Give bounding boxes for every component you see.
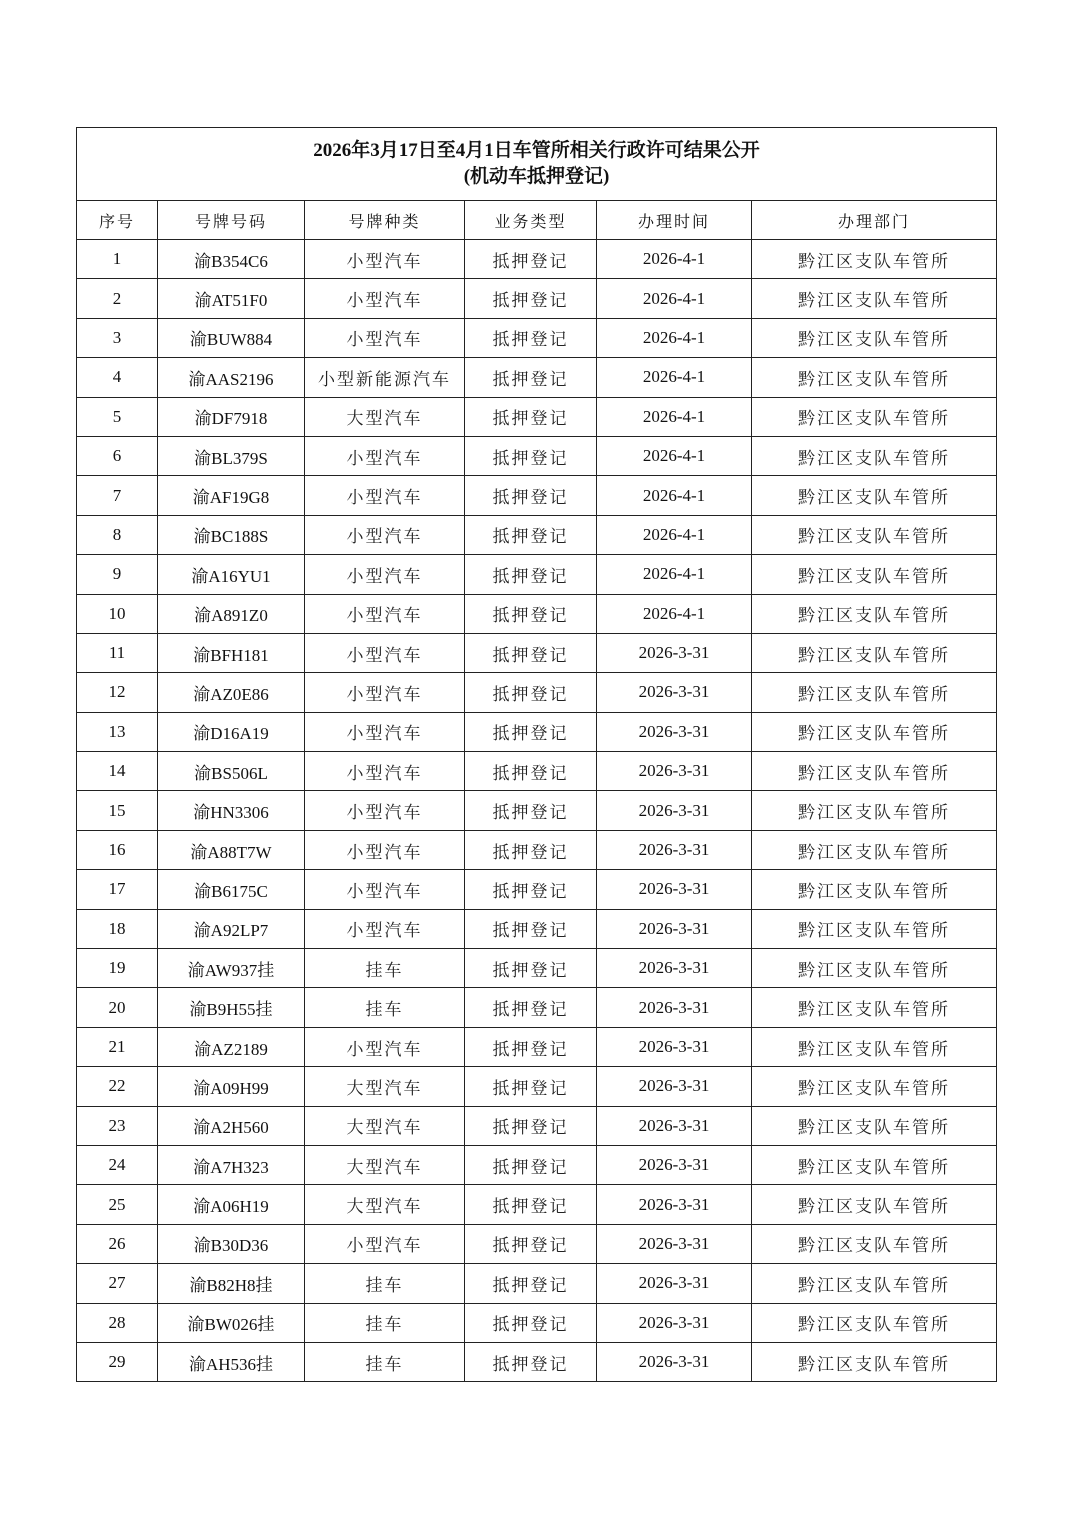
cell-date: 2026-3-31 bbox=[597, 1264, 752, 1303]
table-row bbox=[77, 909, 997, 948]
cell-date: 2026-3-31 bbox=[597, 633, 752, 672]
cell-index: 26 bbox=[77, 1224, 158, 1263]
table-row bbox=[77, 240, 997, 279]
cell-date: 2026-3-31 bbox=[597, 1027, 752, 1066]
cell-business-type: 抵押登记 bbox=[465, 397, 597, 436]
cell-date: 2026-3-31 bbox=[597, 1145, 752, 1184]
cell-plate-type: 小型汽车 bbox=[305, 476, 465, 515]
cell-plate-type: 小型汽车 bbox=[305, 633, 465, 672]
cell-plate-number: 渝AF19G8 bbox=[158, 476, 305, 515]
cell-business-type: 抵押登记 bbox=[465, 436, 597, 475]
cell-plate-number: 渝B82H8挂 bbox=[158, 1264, 305, 1303]
table-row bbox=[77, 1067, 997, 1106]
cell-department: 黔江区支队车管所 bbox=[752, 1342, 997, 1381]
cell-plate-number: 渝A891Z0 bbox=[158, 594, 305, 633]
cell-index: 23 bbox=[77, 1106, 158, 1145]
table-row bbox=[77, 949, 997, 988]
cell-plate-number: 渝A09H99 bbox=[158, 1067, 305, 1106]
registration-table bbox=[76, 127, 997, 1382]
cell-plate-number: 渝A06H19 bbox=[158, 1185, 305, 1224]
cell-index: 24 bbox=[77, 1145, 158, 1184]
cell-date: 2026-3-31 bbox=[597, 988, 752, 1027]
cell-department: 黔江区支队车管所 bbox=[752, 240, 997, 279]
cell-date: 2026-4-1 bbox=[597, 279, 752, 318]
table-row bbox=[77, 1264, 997, 1303]
cell-index: 5 bbox=[77, 397, 158, 436]
cell-index: 27 bbox=[77, 1264, 158, 1303]
cell-plate-type: 小型汽车 bbox=[305, 436, 465, 475]
cell-plate-type: 小型汽车 bbox=[305, 594, 465, 633]
cell-date: 2026-4-1 bbox=[597, 318, 752, 357]
cell-plate-number: 渝BL379S bbox=[158, 436, 305, 475]
cell-department: 黔江区支队车管所 bbox=[752, 1067, 997, 1106]
cell-plate-type: 大型汽车 bbox=[305, 1145, 465, 1184]
table-row bbox=[77, 633, 997, 672]
cell-department: 黔江区支队车管所 bbox=[752, 1185, 997, 1224]
cell-plate-type: 大型汽车 bbox=[305, 1106, 465, 1145]
cell-index: 28 bbox=[77, 1303, 158, 1342]
cell-index: 15 bbox=[77, 791, 158, 830]
cell-plate-type: 小型汽车 bbox=[305, 830, 465, 869]
cell-business-type: 抵押登记 bbox=[465, 1303, 597, 1342]
cell-plate-type: 小型汽车 bbox=[305, 515, 465, 554]
cell-plate-number: 渝B30D36 bbox=[158, 1224, 305, 1263]
cell-plate-type: 小型汽车 bbox=[305, 279, 465, 318]
cell-date: 2026-4-1 bbox=[597, 358, 752, 397]
cell-department: 黔江区支队车管所 bbox=[752, 476, 997, 515]
cell-date: 2026-3-31 bbox=[597, 1303, 752, 1342]
cell-business-type: 抵押登记 bbox=[465, 318, 597, 357]
cell-plate-number: 渝HN3306 bbox=[158, 791, 305, 830]
cell-department: 黔江区支队车管所 bbox=[752, 830, 997, 869]
cell-date: 2026-3-31 bbox=[597, 1342, 752, 1381]
cell-plate-number: 渝BW026挂 bbox=[158, 1303, 305, 1342]
table-row bbox=[77, 752, 997, 791]
cell-plate-number: 渝A7H323 bbox=[158, 1145, 305, 1184]
cell-plate-type: 小型汽车 bbox=[305, 318, 465, 357]
cell-index: 7 bbox=[77, 476, 158, 515]
cell-business-type: 抵押登记 bbox=[465, 752, 597, 791]
cell-plate-type: 小型汽车 bbox=[305, 673, 465, 712]
cell-department: 黔江区支队车管所 bbox=[752, 633, 997, 672]
cell-business-type: 抵押登记 bbox=[465, 1145, 597, 1184]
cell-plate-type: 挂车 bbox=[305, 1342, 465, 1381]
cell-business-type: 抵押登记 bbox=[465, 673, 597, 712]
cell-date: 2026-4-1 bbox=[597, 436, 752, 475]
cell-index: 16 bbox=[77, 830, 158, 869]
cell-plate-number: 渝A2H560 bbox=[158, 1106, 305, 1145]
cell-index: 22 bbox=[77, 1067, 158, 1106]
cell-business-type: 抵押登记 bbox=[465, 791, 597, 830]
cell-index: 18 bbox=[77, 909, 158, 948]
cell-plate-type: 小型汽车 bbox=[305, 712, 465, 751]
cell-date: 2026-3-31 bbox=[597, 1106, 752, 1145]
cell-business-type: 抵押登记 bbox=[465, 515, 597, 554]
cell-department: 黔江区支队车管所 bbox=[752, 1106, 997, 1145]
cell-plate-number: 渝AZ2189 bbox=[158, 1027, 305, 1066]
cell-date: 2026-4-1 bbox=[597, 397, 752, 436]
cell-date: 2026-3-31 bbox=[597, 791, 752, 830]
title-line-2: (机动车抵押登记) bbox=[463, 166, 610, 187]
cell-department: 黔江区支队车管所 bbox=[752, 1027, 997, 1066]
table-row bbox=[77, 1027, 997, 1066]
cell-business-type: 抵押登记 bbox=[465, 476, 597, 515]
cell-department: 黔江区支队车管所 bbox=[752, 949, 997, 988]
cell-department: 黔江区支队车管所 bbox=[752, 909, 997, 948]
cell-plate-number: 渝B354C6 bbox=[158, 240, 305, 279]
cell-index: 10 bbox=[77, 594, 158, 633]
cell-department: 黔江区支队车管所 bbox=[752, 752, 997, 791]
cell-plate-number: 渝A88T7W bbox=[158, 830, 305, 869]
cell-index: 19 bbox=[77, 949, 158, 988]
table-row bbox=[77, 476, 997, 515]
cell-plate-type: 挂车 bbox=[305, 1264, 465, 1303]
table-row bbox=[77, 515, 997, 554]
table-row bbox=[77, 1342, 997, 1381]
cell-index: 11 bbox=[77, 633, 158, 672]
cell-department: 黔江区支队车管所 bbox=[752, 870, 997, 909]
cell-index: 6 bbox=[77, 436, 158, 475]
cell-date: 2026-4-1 bbox=[597, 594, 752, 633]
cell-date: 2026-3-31 bbox=[597, 949, 752, 988]
cell-date: 2026-3-31 bbox=[597, 909, 752, 948]
cell-date: 2026-3-31 bbox=[597, 1067, 752, 1106]
cell-plate-number: 渝AT51F0 bbox=[158, 279, 305, 318]
cell-date: 2026-3-31 bbox=[597, 673, 752, 712]
cell-date: 2026-3-31 bbox=[597, 1185, 752, 1224]
table-row bbox=[77, 791, 997, 830]
cell-plate-number: 渝BS506L bbox=[158, 752, 305, 791]
cell-index: 4 bbox=[77, 358, 158, 397]
cell-business-type: 抵押登记 bbox=[465, 1067, 597, 1106]
cell-business-type: 抵押登记 bbox=[465, 555, 597, 594]
cell-business-type: 抵押登记 bbox=[465, 1027, 597, 1066]
cell-department: 黔江区支队车管所 bbox=[752, 515, 997, 554]
cell-department: 黔江区支队车管所 bbox=[752, 279, 997, 318]
cell-index: 9 bbox=[77, 555, 158, 594]
table-row bbox=[77, 397, 997, 436]
table-row bbox=[77, 1185, 997, 1224]
cell-department: 黔江区支队车管所 bbox=[752, 358, 997, 397]
table-row bbox=[77, 1145, 997, 1184]
cell-plate-type: 小型汽车 bbox=[305, 870, 465, 909]
cell-plate-type: 小型汽车 bbox=[305, 752, 465, 791]
column-header-plate-type: 号牌种类 bbox=[305, 201, 465, 240]
cell-department: 黔江区支队车管所 bbox=[752, 318, 997, 357]
cell-department: 黔江区支队车管所 bbox=[752, 673, 997, 712]
cell-plate-type: 小型汽车 bbox=[305, 1027, 465, 1066]
cell-business-type: 抵押登记 bbox=[465, 1185, 597, 1224]
table-body bbox=[77, 240, 997, 1382]
cell-plate-number: 渝AH536挂 bbox=[158, 1342, 305, 1381]
cell-plate-number: 渝A16YU1 bbox=[158, 555, 305, 594]
cell-plate-number: 渝AW937挂 bbox=[158, 949, 305, 988]
table-title bbox=[77, 128, 997, 201]
cell-business-type: 抵押登记 bbox=[465, 1342, 597, 1381]
cell-department: 黔江区支队车管所 bbox=[752, 712, 997, 751]
table-row bbox=[77, 988, 997, 1027]
cell-plate-number: 渝B6175C bbox=[158, 870, 305, 909]
cell-plate-type: 小型汽车 bbox=[305, 555, 465, 594]
cell-date: 2026-4-1 bbox=[597, 555, 752, 594]
cell-date: 2026-3-31 bbox=[597, 712, 752, 751]
cell-date: 2026-3-31 bbox=[597, 752, 752, 791]
table-row bbox=[77, 1303, 997, 1342]
column-header-business-type: 业务类型 bbox=[465, 201, 597, 240]
table-row bbox=[77, 436, 997, 475]
cell-business-type: 抵押登记 bbox=[465, 988, 597, 1027]
cell-department: 黔江区支队车管所 bbox=[752, 436, 997, 475]
table-row bbox=[77, 870, 997, 909]
cell-business-type: 抵押登记 bbox=[465, 1224, 597, 1263]
cell-index: 25 bbox=[77, 1185, 158, 1224]
table-row bbox=[77, 830, 997, 869]
cell-business-type: 抵押登记 bbox=[465, 909, 597, 948]
cell-department: 黔江区支队车管所 bbox=[752, 791, 997, 830]
cell-business-type: 抵押登记 bbox=[465, 949, 597, 988]
cell-index: 21 bbox=[77, 1027, 158, 1066]
cell-department: 黔江区支队车管所 bbox=[752, 594, 997, 633]
cell-department: 黔江区支队车管所 bbox=[752, 1303, 997, 1342]
cell-business-type: 抵押登记 bbox=[465, 830, 597, 869]
cell-index: 14 bbox=[77, 752, 158, 791]
cell-index: 1 bbox=[77, 240, 158, 279]
cell-plate-type: 大型汽车 bbox=[305, 397, 465, 436]
cell-date: 2026-3-31 bbox=[597, 830, 752, 869]
cell-department: 黔江区支队车管所 bbox=[752, 397, 997, 436]
cell-business-type: 抵押登记 bbox=[465, 633, 597, 672]
cell-index: 17 bbox=[77, 870, 158, 909]
cell-plate-number: 渝BC188S bbox=[158, 515, 305, 554]
table-row bbox=[77, 279, 997, 318]
cell-plate-type: 小型汽车 bbox=[305, 791, 465, 830]
cell-index: 20 bbox=[77, 988, 158, 1027]
cell-plate-number: 渝AZ0E86 bbox=[158, 673, 305, 712]
table-row bbox=[77, 1224, 997, 1263]
table-row bbox=[77, 673, 997, 712]
column-header-department: 办理部门 bbox=[752, 201, 997, 240]
cell-department: 黔江区支队车管所 bbox=[752, 1264, 997, 1303]
cell-business-type: 抵押登记 bbox=[465, 240, 597, 279]
header-row bbox=[77, 201, 997, 240]
cell-business-type: 抵押登记 bbox=[465, 712, 597, 751]
cell-plate-type: 小型汽车 bbox=[305, 240, 465, 279]
cell-plate-number: 渝D16A19 bbox=[158, 712, 305, 751]
table-row bbox=[77, 594, 997, 633]
column-header-date: 办理时间 bbox=[597, 201, 752, 240]
cell-department: 黔江区支队车管所 bbox=[752, 1145, 997, 1184]
cell-business-type: 抵押登记 bbox=[465, 1106, 597, 1145]
column-header-index: 序号 bbox=[77, 201, 158, 240]
cell-business-type: 抵押登记 bbox=[465, 594, 597, 633]
cell-plate-type: 小型汽车 bbox=[305, 909, 465, 948]
cell-plate-type: 大型汽车 bbox=[305, 1185, 465, 1224]
cell-business-type: 抵押登记 bbox=[465, 1264, 597, 1303]
cell-date: 2026-4-1 bbox=[597, 515, 752, 554]
cell-department: 黔江区支队车管所 bbox=[752, 1224, 997, 1263]
cell-plate-type: 挂车 bbox=[305, 988, 465, 1027]
cell-plate-type: 大型汽车 bbox=[305, 1067, 465, 1106]
cell-date: 2026-4-1 bbox=[597, 240, 752, 279]
table-row bbox=[77, 555, 997, 594]
cell-plate-number: 渝BFH181 bbox=[158, 633, 305, 672]
cell-date: 2026-3-31 bbox=[597, 870, 752, 909]
cell-plate-type: 小型汽车 bbox=[305, 1224, 465, 1263]
column-header-plate-number: 号牌号码 bbox=[158, 201, 305, 240]
table-row bbox=[77, 358, 997, 397]
cell-plate-number: 渝AAS2196 bbox=[158, 358, 305, 397]
cell-business-type: 抵押登记 bbox=[465, 358, 597, 397]
table-row bbox=[77, 712, 997, 751]
cell-plate-type: 小型新能源汽车 bbox=[305, 358, 465, 397]
cell-plate-number: 渝A92LP7 bbox=[158, 909, 305, 948]
cell-index: 29 bbox=[77, 1342, 158, 1381]
table-row bbox=[77, 1106, 997, 1145]
cell-plate-number: 渝DF7918 bbox=[158, 397, 305, 436]
cell-index: 3 bbox=[77, 318, 158, 357]
cell-department: 黔江区支队车管所 bbox=[752, 555, 997, 594]
cell-business-type: 抵押登记 bbox=[465, 870, 597, 909]
cell-plate-type: 挂车 bbox=[305, 1303, 465, 1342]
cell-index: 13 bbox=[77, 712, 158, 751]
cell-plate-number: 渝B9H55挂 bbox=[158, 988, 305, 1027]
cell-index: 8 bbox=[77, 515, 158, 554]
cell-date: 2026-4-1 bbox=[597, 476, 752, 515]
cell-plate-number: 渝BUW884 bbox=[158, 318, 305, 357]
cell-business-type: 抵押登记 bbox=[465, 279, 597, 318]
cell-date: 2026-3-31 bbox=[597, 1224, 752, 1263]
cell-department: 黔江区支队车管所 bbox=[752, 988, 997, 1027]
title-line-1: 2026年3月17日至4月1日车管所相关行政许可结果公开 bbox=[313, 140, 760, 161]
cell-index: 2 bbox=[77, 279, 158, 318]
table-row bbox=[77, 318, 997, 357]
cell-plate-type: 挂车 bbox=[305, 949, 465, 988]
cell-index: 12 bbox=[77, 673, 158, 712]
